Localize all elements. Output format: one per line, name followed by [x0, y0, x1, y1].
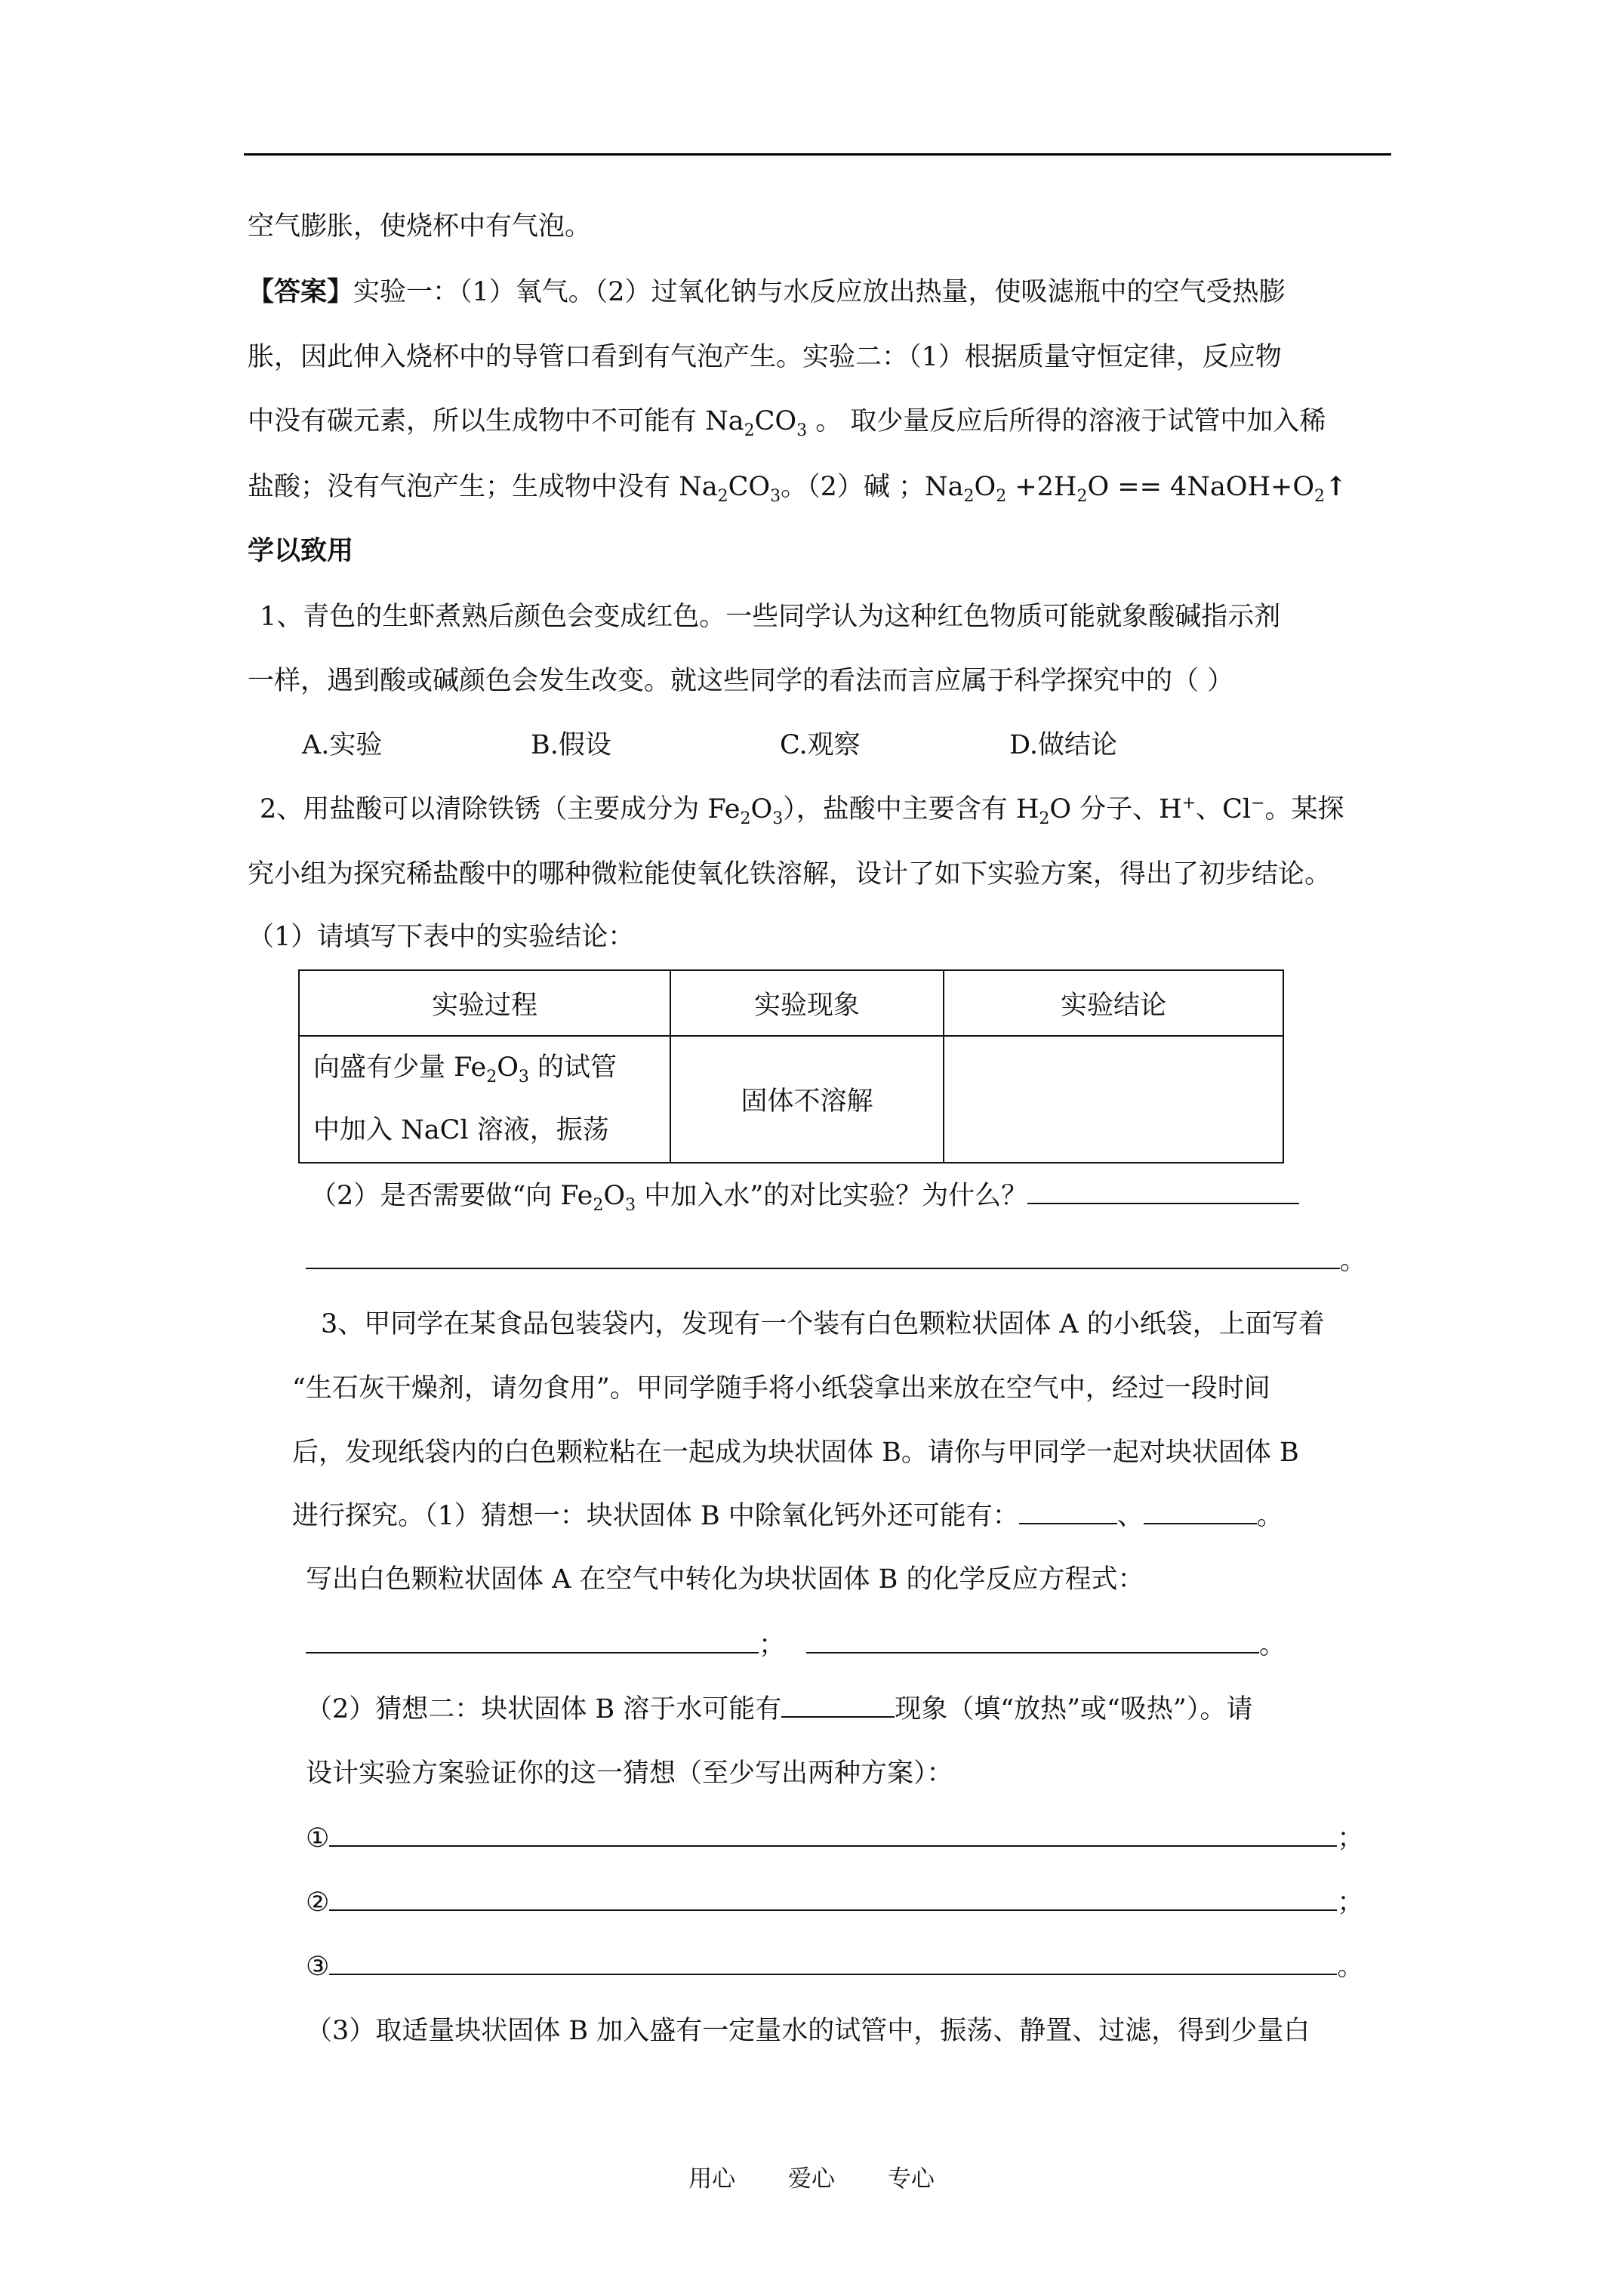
paragraph-text: O == 4NaOH+O [1087, 472, 1315, 502]
subscript: 2 [963, 487, 975, 506]
subscript: 3 [770, 487, 781, 506]
arrow-up-icon: ↑ [1325, 471, 1347, 502]
paragraph-text: （2）是否需要做“向 Fe [310, 1181, 593, 1211]
answer-line [248, 470, 1347, 504]
subscript: 2 [744, 421, 755, 440]
answer-line [248, 405, 1326, 438]
answer-label: 【答案】 [248, 276, 354, 307]
paragraph-text: O [974, 472, 996, 502]
paragraph-text: （2）猜想二：块状固体 B 溶于水可能有 [306, 1694, 782, 1724]
answer-blank[interactable] [781, 1693, 895, 1718]
answer-line [248, 341, 1282, 374]
question-3-sub2 [306, 1693, 1252, 1726]
subscript: 3 [772, 809, 784, 828]
subscript: 3 [518, 1068, 529, 1086]
question-3-sub1 [292, 1499, 1283, 1533]
answer-blank[interactable] [329, 1887, 1337, 1911]
punctuation: ； [1337, 1823, 1364, 1854]
paragraph-text: 空气膨胀，使烧杯中有气泡。 [248, 211, 592, 242]
punctuation: 、 [1116, 1501, 1144, 1531]
equation-blanks [306, 1629, 1286, 1662]
punctuation: 。 [1337, 1952, 1364, 1982]
subscript: 2 [996, 487, 1007, 506]
cell-text: 的试管 [528, 1052, 617, 1083]
answer-blank[interactable] [1027, 1180, 1299, 1204]
question-2-sub2 [310, 1179, 1299, 1213]
option-b: B.假设 [531, 730, 611, 760]
question-3-sub3: （3）取适量块状固体 B 加入盛有一定量水的试管中，振荡、静置、过滤，得到少量白 [306, 2016, 1310, 2046]
paragraph-text: 现象（填“放热”或“吸热”）。请 [895, 1694, 1253, 1724]
paragraph-text: 盐酸；没有气泡产生；生成物中没有 Na [248, 472, 718, 502]
cell-text: 向盛有少量 Fe [313, 1052, 487, 1083]
header-rule [244, 153, 1391, 156]
paragraph-text: O 分子、H [1049, 794, 1182, 824]
footer-text: 用心 [688, 2165, 736, 2193]
option-a: A.实验 [302, 730, 383, 760]
question-1: 1、青色的生虾煮熟后颜色会变成红色。一些同学认为这种红色物质可能就象酸碱指示剂 [260, 602, 1281, 632]
answer-blank[interactable] [1019, 1500, 1117, 1524]
question-2-sub1: （1）请填写下表中的实验结论： [248, 922, 635, 952]
paragraph-text: 2、用盐酸可以清除铁锈（主要成分为 Fe [260, 794, 741, 824]
answer-blank[interactable] [306, 1629, 759, 1653]
punctuation: ； [759, 1630, 786, 1660]
paragraph-text: 胀，因此伸入烧杯中的导管口看到有气泡产生。实验二：（1）根据质量守恒定律，反应物 [248, 342, 1282, 372]
answer-line [248, 276, 1286, 309]
question-3: 3、甲同学在某食品包装袋内，发现有一个装有白色颗粒状固体 A 的小纸袋，上面写着 [321, 1309, 1325, 1339]
answer-line-blank [306, 1244, 1366, 1277]
paragraph-text: 。（2）碱 ；Na [781, 472, 964, 502]
cell-text-line [313, 1037, 670, 1099]
paragraph-text: 实验一：（1）氧气。（2）过氧化钠与水反应放出热量，使吸滤瓶中的空气受热膨 [353, 277, 1286, 307]
subscript: 2 [1039, 809, 1050, 828]
answer-blank[interactable] [1144, 1500, 1257, 1524]
plan-line-2 [306, 1886, 1363, 1919]
subscript: 2 [740, 809, 751, 828]
question-3-prompt: 写出白色颗粒状固体 A 在空气中转化为块状固体 B 的化学反应方程式： [306, 1564, 1144, 1595]
subscript: 2 [717, 487, 728, 506]
plan-line-3 [306, 1950, 1363, 1983]
question-2 [260, 793, 1344, 826]
answer-blank[interactable] [306, 1245, 1340, 1269]
cell-text: O [497, 1052, 519, 1083]
subscript: 2 [1314, 487, 1326, 506]
paragraph-text: 。 取少量反应后所得的溶液于试管中加入稀 [807, 406, 1326, 436]
paragraph-text: CO [754, 406, 797, 436]
cell-text-line: 中加入 NaCl 溶液，振荡 [313, 1115, 609, 1145]
paragraph-text: 中没有碳元素，所以生成物中不可能有 Na [248, 406, 744, 436]
subscript: 2 [593, 1196, 604, 1215]
punctuation: 。 [1256, 1501, 1283, 1531]
answer-blank[interactable] [329, 1823, 1337, 1847]
punctuation: ； [1337, 1888, 1364, 1918]
option-d: D.做结论 [1009, 730, 1117, 760]
table-cell-process [299, 1036, 670, 1163]
question-3-cont: “生石灰干燥剂，请勿食用”。甲同学随手将小纸袋拿出来放在空气中，经过一段时间 [292, 1373, 1270, 1404]
plan-line-1 [306, 1822, 1363, 1855]
table-row [299, 1036, 1283, 1163]
paragraph-text: ），盐酸中主要含有 H [783, 794, 1039, 824]
paragraph-text: 进行探究。（1）猜想一：块状固体 B 中除氧化钙外还可能有： [292, 1501, 1019, 1531]
table-header-row [299, 970, 1283, 1036]
paragraph-text: 中加入水”的对比实验？为什么？ [636, 1181, 1028, 1211]
paragraph-text: CO [728, 472, 771, 502]
subscript: 2 [486, 1068, 497, 1086]
footer-text: 专心 [887, 2165, 935, 2193]
question-3-sub2-cont: 设计实验方案验证你的这一猜想（至少写出两种方案）： [306, 1758, 953, 1789]
paragraph-text: O [603, 1181, 626, 1211]
table-header: 实验现象 [670, 970, 944, 1036]
question-3-cont: 后，发现纸袋内的白色颗粒粘在一起成为块状固体 B。请你与甲同学一起对块状固体 B [292, 1438, 1299, 1468]
subscript: 3 [625, 1196, 636, 1215]
answer-blank[interactable] [329, 1951, 1337, 1975]
subscript: 3 [796, 421, 808, 440]
page-footer [0, 2159, 1623, 2193]
subscript: 2 [1076, 487, 1088, 506]
circled-number: ① [306, 1823, 330, 1854]
paragraph-text: O [750, 794, 773, 824]
question-1-cont: 一样，遇到酸或碱颜色会发生改变。就这些同学的看法而言应属于科学探究中的（ ） [248, 666, 1234, 696]
table-cell-conclusion[interactable] [944, 1036, 1283, 1163]
footer-text: 爱心 [788, 2165, 835, 2193]
circled-number: ② [306, 1888, 330, 1918]
section-title: 学以致用 [248, 535, 354, 566]
circled-number: ③ [306, 1952, 330, 1982]
paragraph-text: 。某探 [1264, 794, 1344, 824]
table-header: 实验结论 [944, 970, 1283, 1036]
question-2-cont: 究小组为探究稀盐酸中的哪种微粒能使氧化铁溶解，设计了如下实验方案，得出了初步结论。 [248, 859, 1332, 889]
paragraph-text: 、Cl [1196, 794, 1252, 824]
answer-blank[interactable] [806, 1629, 1259, 1653]
text-line [248, 210, 591, 243]
paragraph-text: +2H [1006, 472, 1077, 502]
table-cell-phenomenon: 固体不溶解 [670, 1036, 944, 1163]
experiment-table [298, 969, 1284, 1163]
table-header: 实验过程 [299, 970, 670, 1036]
punctuation: 。 [1340, 1246, 1367, 1276]
superscript: + [1181, 794, 1196, 813]
option-c: C.观察 [780, 730, 861, 760]
punctuation: 。 [1259, 1630, 1286, 1660]
superscript: − [1251, 794, 1265, 813]
